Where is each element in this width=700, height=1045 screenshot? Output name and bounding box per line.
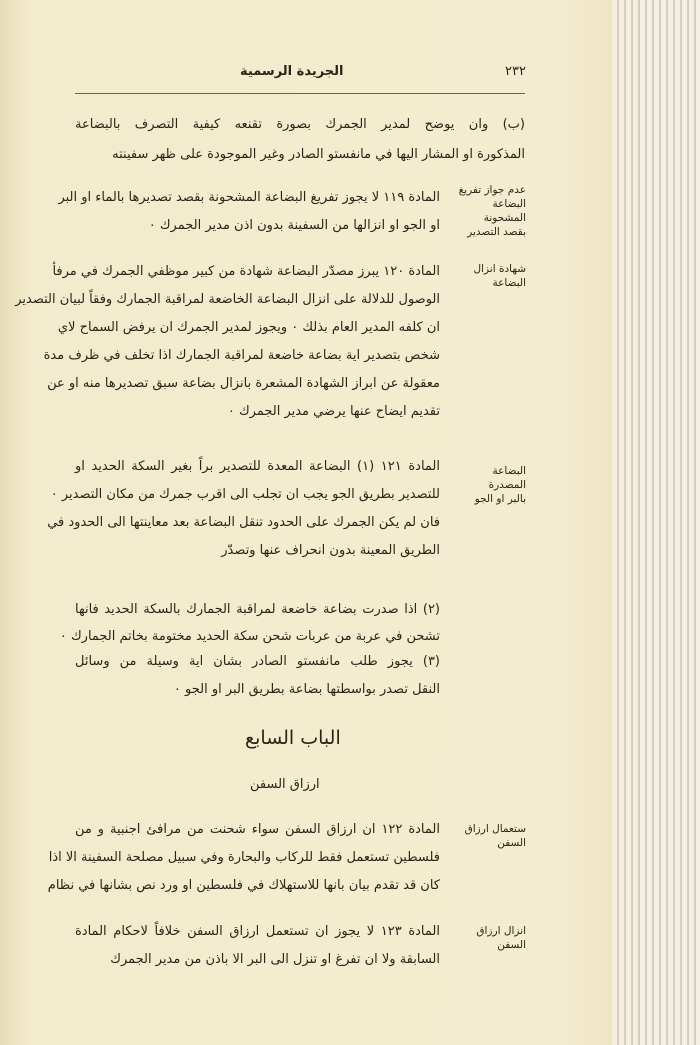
- sub2-line: (٢) اذا صدرت بضاعة خاضعة لمراقبة الجمارك بالسكة الحديد فانها: [75, 602, 440, 617]
- margin-note: عدم جواز تفريغ: [458, 184, 526, 196]
- margin-note: بالبر او الجو: [474, 493, 526, 505]
- margin-note-block: [452, 262, 526, 290]
- art120-line: شخص بتصدير اية بضاعة خاضعة لمراقبة الجمارك اذا تخلف في ظرف مدة: [43, 348, 440, 363]
- margin-note: انزال ارزاق السفن: [476, 925, 526, 951]
- art121-line: فان لم يكن الجمرك على الحدود تنقل البضاعة بعد معاينتها الى الحدود في: [47, 515, 440, 530]
- art119-line: المادة ١١٩ لا يجوز تفريغ البضاعة المشحونة بقصد تصديرها بالماء او البر: [58, 190, 440, 205]
- margin-note-block: [452, 464, 526, 506]
- art121-line: المادة ١٢١ (١) البضاعة المعدة للتصدير براً بغير السكة الحديد او: [75, 459, 440, 474]
- art123-line: السابقة ولا ان تفرغ او تنزل الى البر الا باذن من مدير الجمرك: [110, 952, 440, 967]
- art122-line: فلسطين تستعمل فقط للركاب والبحارة وفي سبيل مصلحة السفينة الا اذا: [48, 850, 440, 865]
- margin-note: بقصد التصدير: [467, 226, 526, 238]
- chapter-subtitle: ارزاق السفن: [250, 777, 320, 792]
- art120-line: ان كلفه المدير العام بذلك ٠ ويجوز لمدير الجمرك ان يرفض السماح لاي: [57, 320, 440, 335]
- art121-line: الطريق المعينة بدون انحراف عنها وتصدّر: [221, 543, 440, 558]
- sub3-line: (٣) يجوز طلب مانفستو الصادر بشان اية وسيلة من وسائل: [75, 654, 440, 669]
- margin-note: البضاعة المصدرة: [488, 465, 526, 491]
- running-title: الجريدة الرسمية: [240, 64, 344, 79]
- page-edges: [612, 0, 700, 1045]
- art122-line: المادة ١٢٢ ان ارزاق السفن سواء شحنت من مرافئ اجنبية و من: [75, 822, 440, 837]
- sub3-line: النقل تصدر بواسطتها بضاعة بطريق البر او الجو ٠: [173, 682, 440, 697]
- art123-line: المادة ١٢٣ لا يجوز ان تستعمل ارزاق السفن خلافاً لاحكام المادة: [75, 924, 440, 939]
- art120-line: المادة ١٢٠ يبرز مصدّر البضاعة شهادة من كبير موظفي الجمرك في مرفأ: [52, 264, 440, 279]
- art121-line: للتصدير بطريق الجو يجب ان تجلب الى اقرب جمرك من مكان التصدير ٠: [50, 487, 440, 502]
- art120-line: تقديم ايضاح عنها يرضي مدير الجمرك ٠: [227, 404, 440, 419]
- margin-note: البضاعة المشحونة: [483, 198, 526, 224]
- margin-note: ستعمال ارزاق السفن: [464, 823, 526, 849]
- margin-note-block: [452, 924, 526, 952]
- art120-line: الوصول للدلالة على انزال البضاعة الخاضعة لمراقبة الجمارك وفقاً لبيان التصدير: [15, 292, 440, 307]
- chapter-title: الباب السابع: [245, 727, 341, 749]
- header-rule: [75, 93, 525, 94]
- para-b-line: (ب) وان يوضح لمدير الجمرك بصورة تقنعه كيفية التصرف بالبضاعة: [75, 117, 525, 132]
- page-number: ٢٣٢: [505, 64, 526, 79]
- para-b-line: المذكورة او المشار اليها في مانفستو الصادر وغير الموجودة على ظهر سفينته: [112, 147, 525, 162]
- margin-note-block: [452, 183, 526, 239]
- sub2-line: تشحن في عربة من عربات شحن سكة الحديد مختومة بخاتم الجمارك ٠: [59, 629, 440, 644]
- art119-line: او الجو او انزالها من السفينة بدون اذن مدير الجمرك ٠: [148, 218, 440, 233]
- margin-note-block: [452, 822, 526, 850]
- margin-note: شهادة انزال: [473, 263, 526, 275]
- art120-line: معقولة عن ابراز الشهادة المشعرة بانزال بضاعة سبق تصديرها منه او عن: [47, 376, 440, 391]
- margin-note: البضاعة: [492, 277, 526, 289]
- art122-line: كان قد تقدم بيان بانها للاستهلاك في فلسطين او ورد نص بشانها في نظام: [47, 878, 440, 893]
